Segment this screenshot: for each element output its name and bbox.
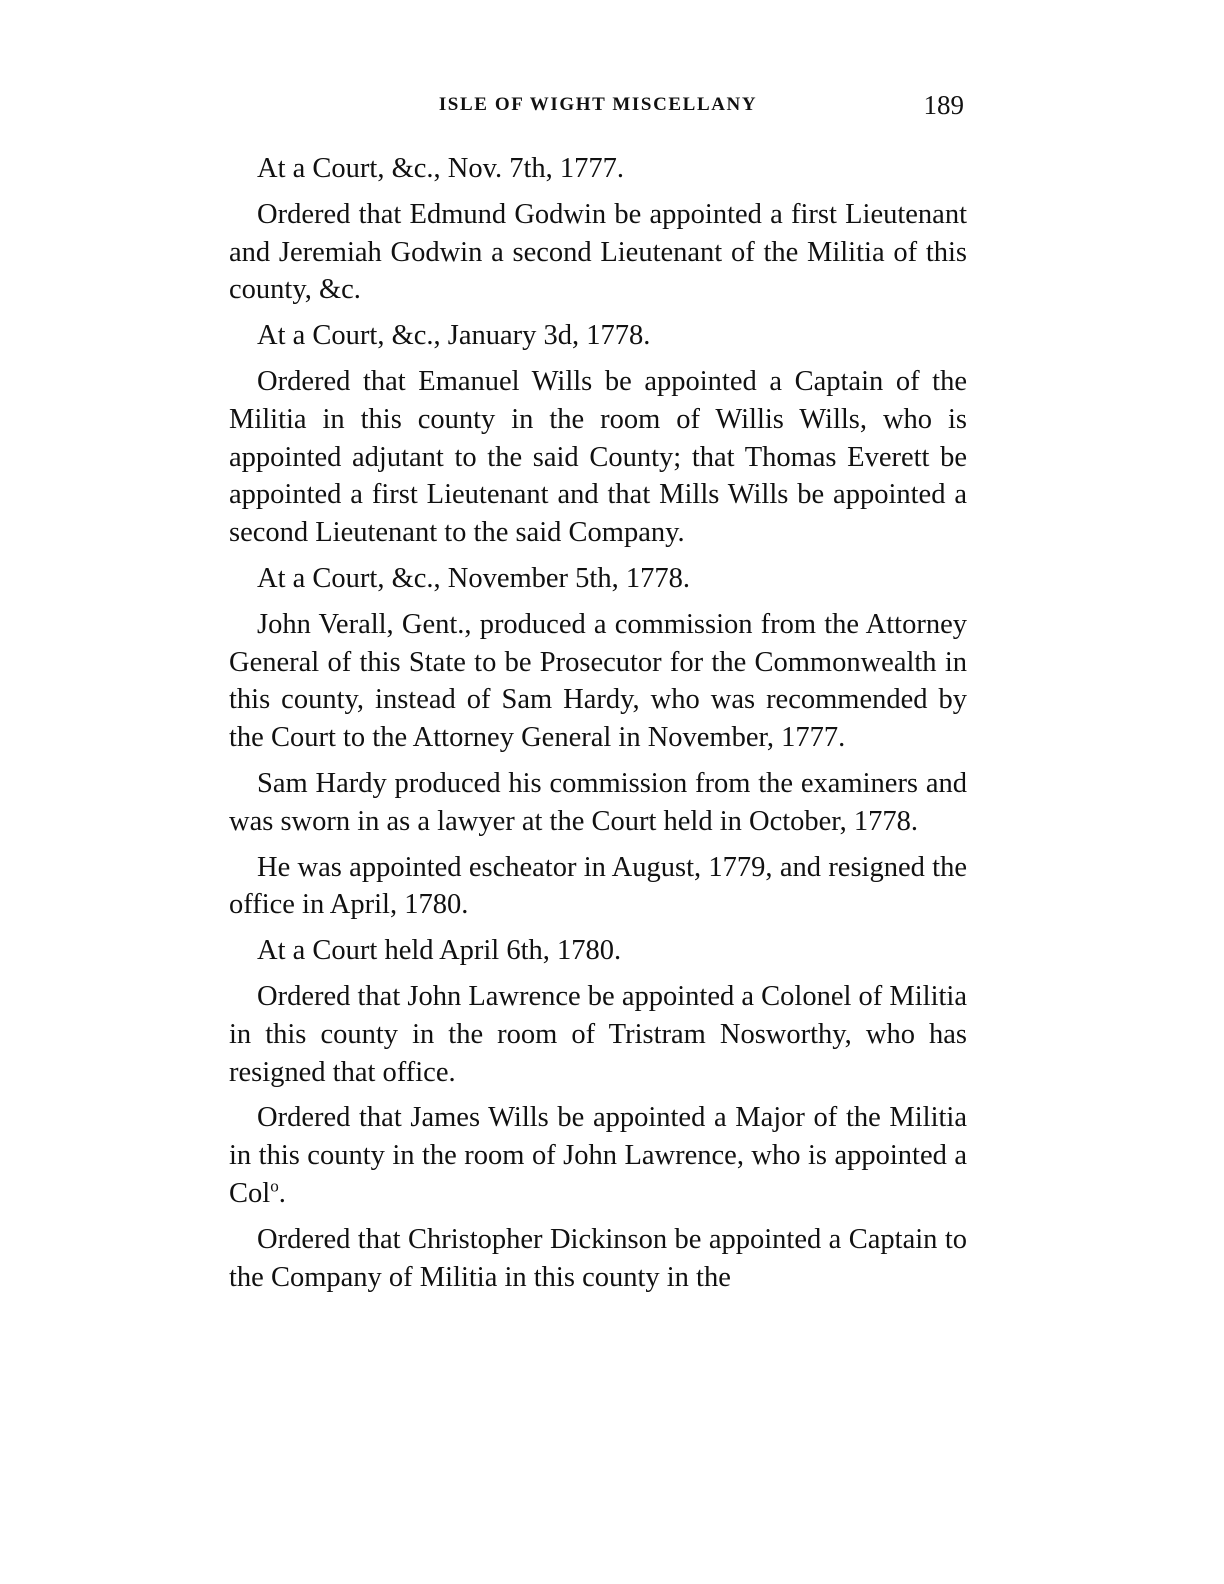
sentence-period: . [278,1177,286,1209]
running-title: ISLE OF WIGHT MISCELLANY [438,94,758,115]
superscript-o: o [270,1176,279,1196]
paragraph: Ordered that Emanuel Wills be appointed a Captain of the Militia in this county in the room of Willis Wills, who is appointed adjutant to the said County; that Thomas Everett be appointed a first Lieutenant and that Mills Wills be appointed a second Lieutenant to the said Company. [229,365,967,549]
court-date-heading: At a Court held April 6th, 1780. [257,935,622,967]
paragraph-text: Ordered that James Wills be appointed a Major of the Militia in this county in the room of John Lawrence, who is appointed a Col [229,1102,967,1209]
paragraph: Sam Hardy produced his commission from the examiners and was sworn in as a lawyer at the Court held in October, 1778. [229,767,967,837]
paragraph: He was appointed escheator in August, 1779, and resigned the office in April, 1780. [229,851,967,921]
paragraph: John Verall, Gent., produced a commission from the Attorney General of this State to be Prosecutor for the Commonwealth in this county, instead of Sam Hardy, who was recommended by the Court to the Attorney General in November, 1777. [229,608,967,754]
page-header [230,90,966,126]
paragraph: Ordered that John Lawrence be appointed a Colonel of Militia in this county in the room of Tristram Nosworthy, who has resigned that office. [229,980,967,1088]
court-date-heading: At a Court, &c., January 3d, 1778. [257,320,651,352]
page-number: 189 [923,90,964,120]
court-date-heading: At a Court, &c., November 5th, 1778. [257,562,690,594]
body-text [229,150,967,1304]
paragraph: Ordered that Edmund Godwin be appointed a first Lieutenant and Jeremiah Godwin a second Lieutenant of the Militia of this county, &c. [229,198,967,306]
court-date-heading: At a Court, &c., Nov. 7th, 1777. [257,153,625,184]
paragraph: Ordered that Christopher Dickinson be appointed a Captain to the Company of Militia in this county in the [229,1223,967,1293]
paragraph-with-abbreviation [229,1099,967,1212]
